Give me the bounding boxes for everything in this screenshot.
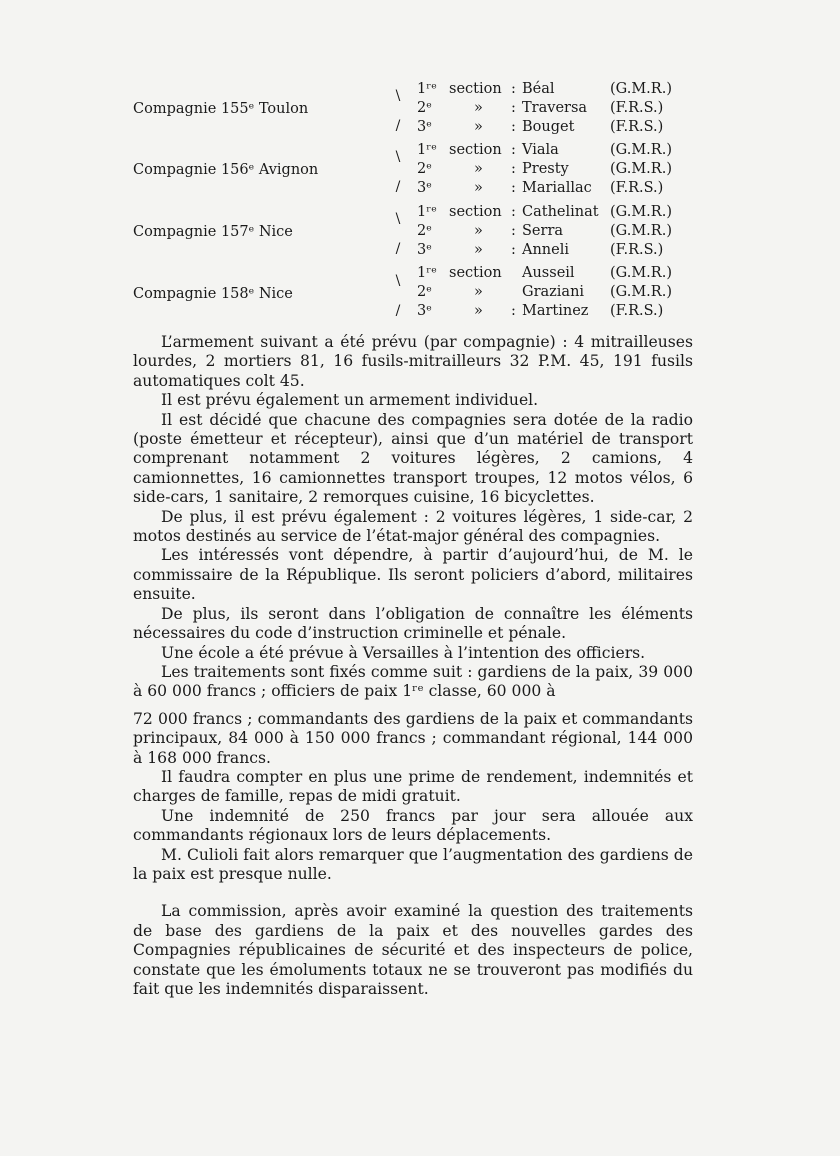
paragraph: L’armement suivant a été prévu (par compagnie) : 4 mitrailleuses lourdes, 2 mortiers 81, 16 fusils-mitrailleurs 32 P.M. 45, 191 fusils automatiques colt 45. (133, 333, 693, 390)
paragraph: Les intéressés vont dépendre, à partir d’aujourd’hui, de M. le commissaire de la République. Ils seront policiers d’abord, militaires ensuite. (133, 546, 693, 604)
paragraph: De plus, il est prévu également : 2 voitures légères, 1 side-car, 2 motos destinés au service de l’état-major général des compagnies. (133, 507, 693, 546)
section-row: 1ʳᵉ section Ausseil (G.M.R.) (417, 265, 672, 281)
company-label: Compagnie 158ᵉ Nice (133, 286, 293, 302)
section-row: 2ᵉ » : Presty (G.M.R.) (417, 161, 672, 177)
section-row: 3ᵉ » : Martinez (F.R.S.) (417, 303, 664, 319)
brace-bottom: / (395, 241, 401, 257)
section-row: 1ʳᵉ section : Viala (G.M.R.) (417, 142, 672, 158)
paragraph: Il faudra compter en plus une prime de rendement, indemnités et charges de famille, repas de midi gratuit. (133, 767, 693, 806)
paragraph: M. Culioli fait alors remarquer que l’augmentation des gardiens de la paix est presque nulle. (133, 845, 693, 883)
paragraph: Une école a été prévue à Versailles à l’intention des officiers. (161, 643, 646, 662)
section-row: 3ᵉ » : Mariallac (F.R.S.) (417, 180, 664, 196)
brace-top: \ (395, 88, 401, 104)
section-row: 3ᵉ » : Anneli (F.R.S.) (417, 242, 664, 258)
brace-top: \ (395, 149, 401, 165)
paragraph: Une indemnité de 250 francs par jour sera allouée aux commandants régionaux lors de leurs déplacements. (133, 806, 693, 845)
paragraph: Il est prévu également un armement individuel. (161, 391, 539, 410)
company-label: Compagnie 155ᵉ Toulon (133, 101, 309, 117)
section-row: 1ʳᵉ section : Cathelinat (G.M.R.) (417, 204, 672, 220)
section-row: 2ᵉ » : Serra (G.M.R.) (417, 223, 672, 239)
section-row: 2ᵉ » : Traversa (F.R.S.) (417, 100, 664, 116)
brace-bottom: / (395, 303, 401, 319)
section-row: 1ʳᵉ section : Béal (G.M.R.) (417, 81, 672, 97)
paragraph: 72 000 francs ; commandants des gardiens de la paix et commandants principaux, 84 000 à 150 000 francs ; commandant régional, 144 000 à 168 000 francs. (133, 709, 693, 767)
company-label: Compagnie 157ᵉ Nice (133, 224, 293, 240)
paragraph: De plus, ils seront dans l’obligation de connaître les éléments nécessaires du code d’instruction criminelle et pénale. (133, 604, 693, 643)
brace-bottom: / (395, 179, 401, 195)
section-row: 3ᵉ » : Bouget (F.R.S.) (417, 119, 664, 135)
paragraph: Les traitements sont fixés comme suit : gardiens de la paix, 39 000 à 60 000 francs ; officiers de paix 1ʳᵉ classe, 60 000 à (133, 662, 693, 701)
body-text (133, 333, 693, 999)
brace-top: \ (395, 273, 401, 289)
section-row: 2ᵉ » Graziani (G.M.R.) (417, 284, 672, 300)
company-label: Compagnie 156ᵉ Avignon (133, 162, 319, 178)
brace-top: \ (395, 211, 401, 227)
paragraph: Il est décidé que chacune des compagnies sera dotée de la radio (poste émetteur et récepteur), ainsi que d’un matériel de transport comprenant notamment 2 voitures légères, 2 camions, 4 camionnettes, 16 camionnettes transport troupes, 12 motos vélos, 6 side-cars, 1 sanitaire, 2 remorques cuisine, 16 bicyclettes. (133, 410, 693, 507)
brace-bottom: / (395, 118, 401, 134)
paragraph: La commission, après avoir examiné la question des traitements de base des gardiens de la paix et des nouvelles gardes des Compagnies républicaines de sécurité et des inspecteurs de police, constate que les émoluments totaux ne se trouveront pas modifiés du fait que les indemnités disparaissent. (133, 902, 693, 998)
